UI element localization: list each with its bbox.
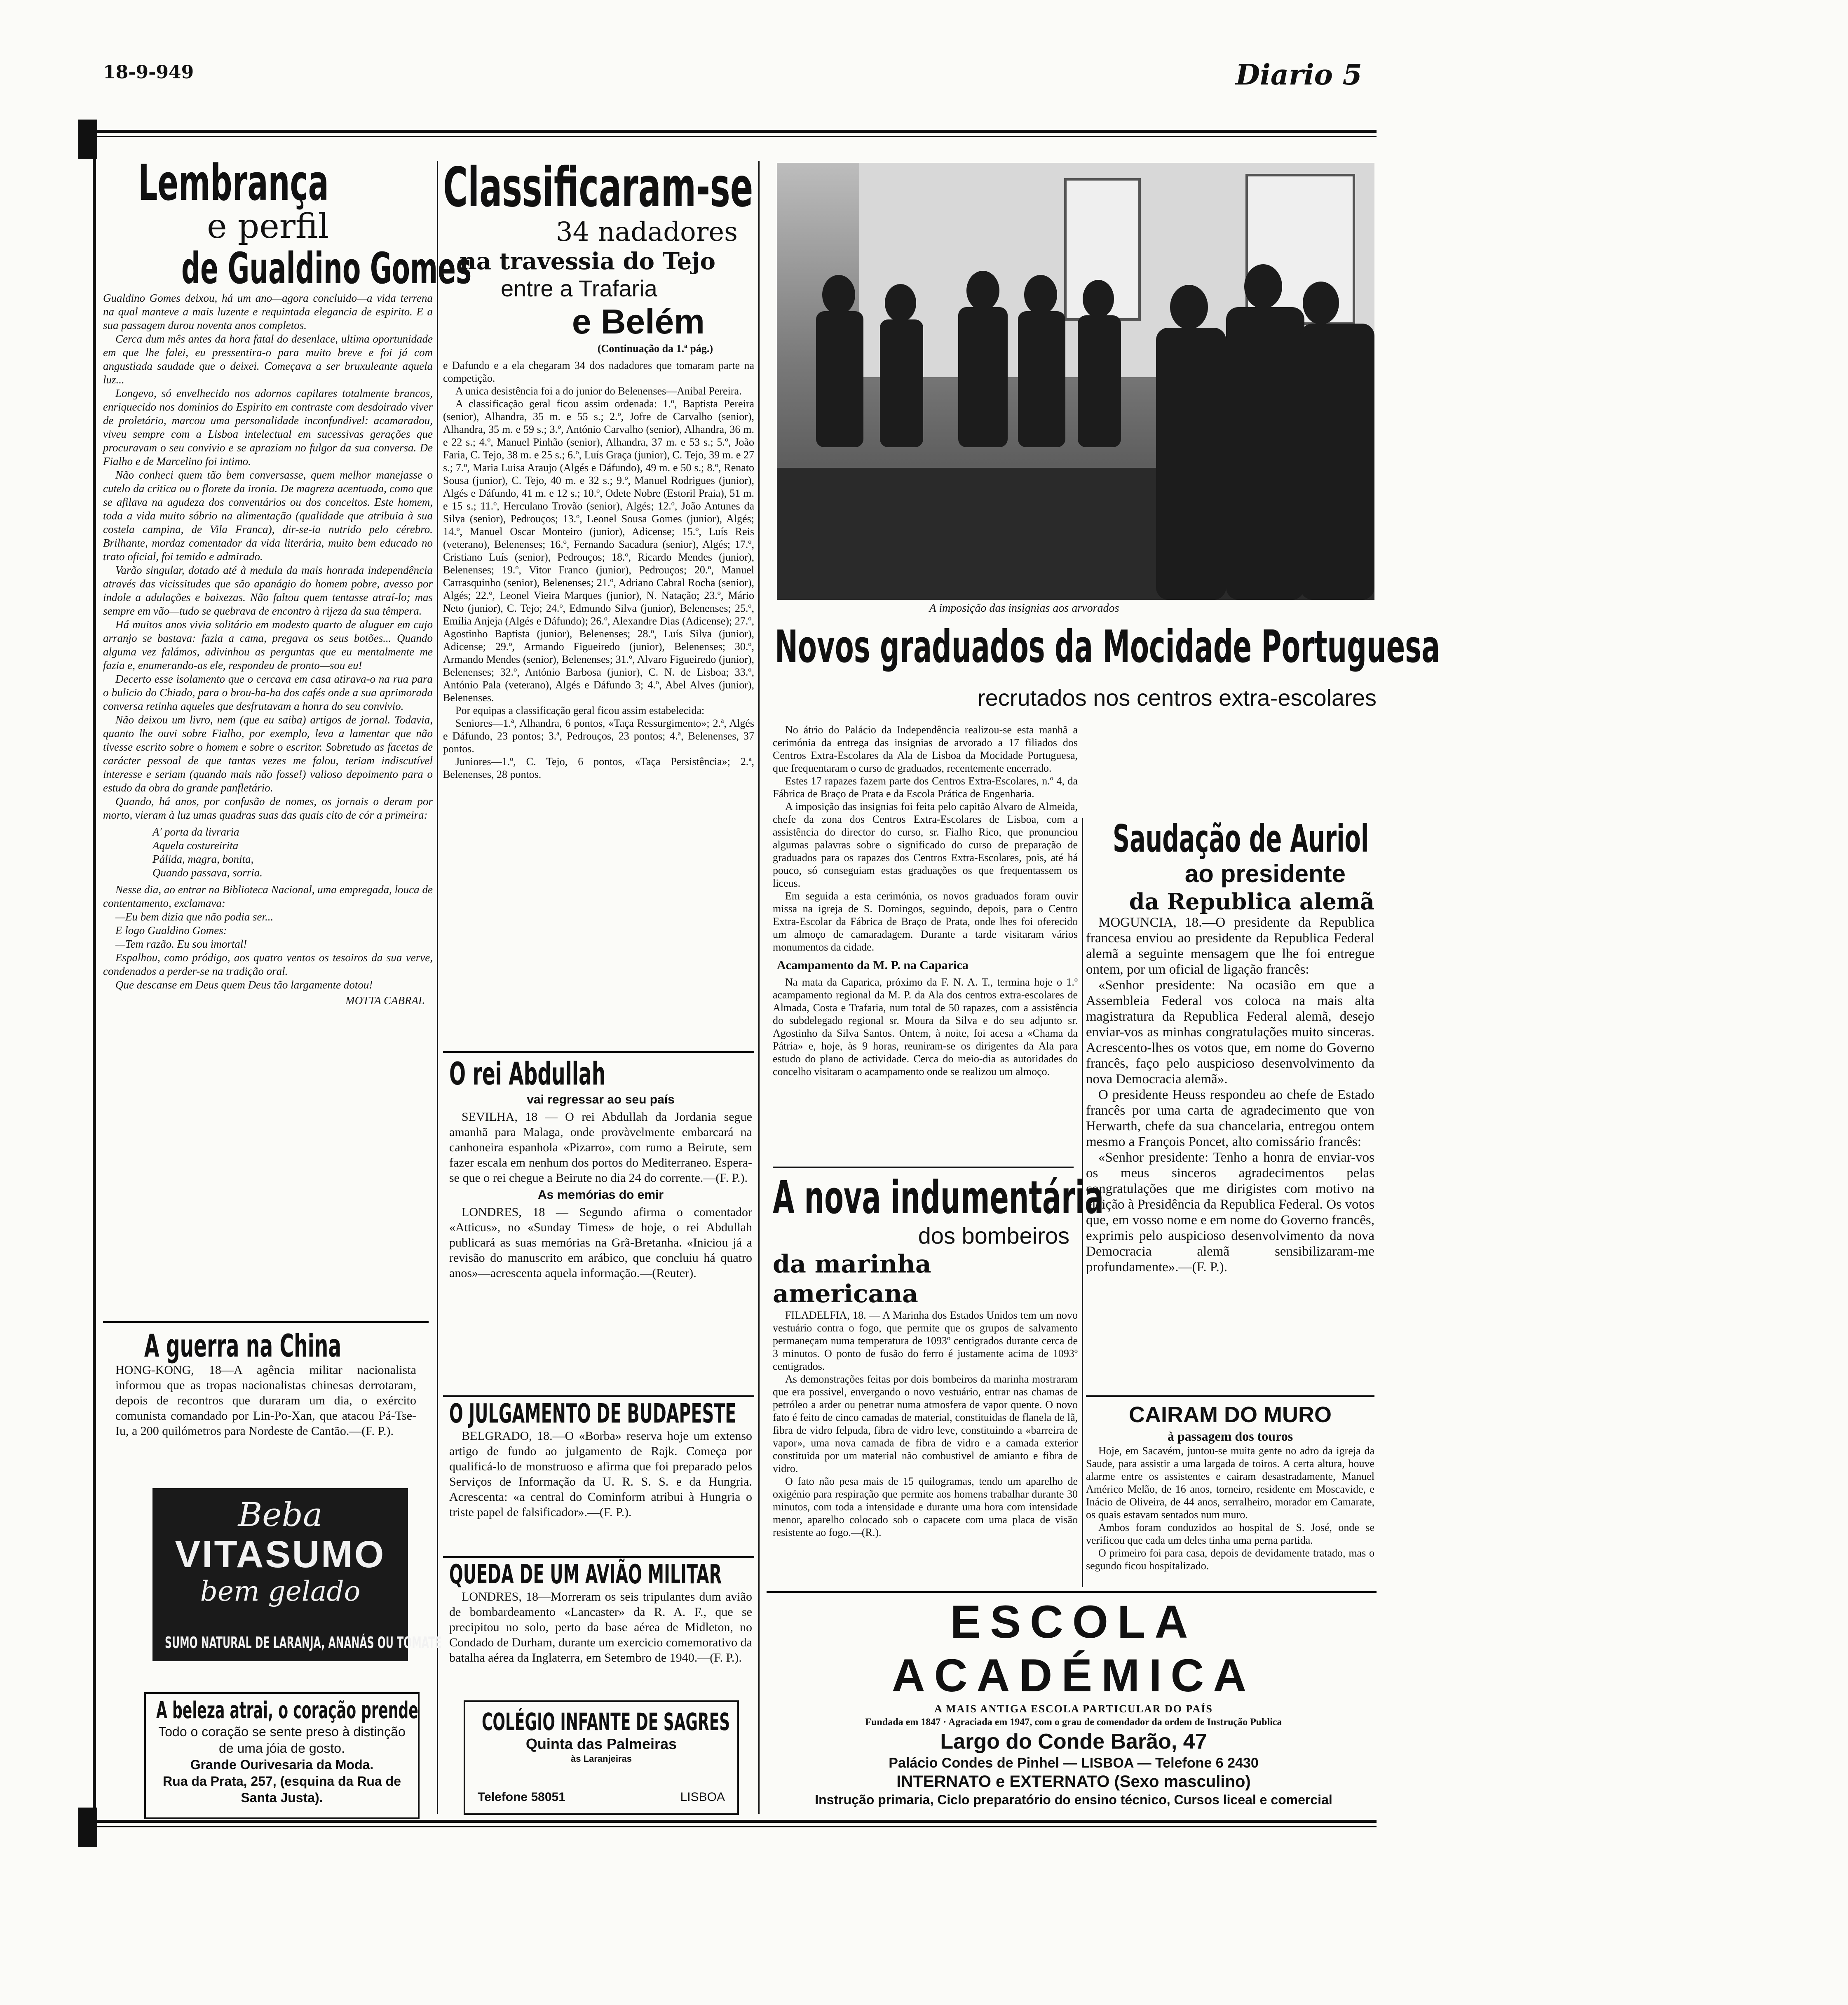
lembranca-title: Lembrança	[138, 155, 329, 212]
escola-founded: Fundada em 1847 · Agraciada em 1947, com o grau de comendador da ordem de Instrução Publica	[865, 1717, 1282, 1728]
muro-paragraph: O primeiro foi para casa, depois de devidamente tratado, mas o segundo ficou hospitalizado.	[1086, 1547, 1374, 1572]
bombeiros-paragraph: FILADELFIA, 18. — A Marinha dos Estados Unidos tem um novo vestuário contra o fogo, que permite que os grupos de salvamento permaneçam numa temperatura de 1093º centigrados durante cerca de 3 minutos. O ponto de fusão do ferro é justamente acima de 1093º centigrados.	[773, 1309, 1078, 1372]
lembranca-subtitle: e perfil	[207, 207, 329, 246]
abdullah-subhead: As memórias do emir	[537, 1188, 664, 1202]
abdullah-paragraph: SEVILHA, 18 — O rei Abdullah da Jordania segue amanhã para Malaga, onde provàvelmente embarcará na canhoneira espanhola «Pizarro», com rumo a Beirute, sem fazer escala em nenhum dos portos do Mediterraneo. Espera-se que o rei chegue a Beirute no dia 24 do corrente.—(F. P.).	[449, 1110, 752, 1185]
escola-title: ESCOLA ACADÉMICA	[891, 1596, 1256, 1701]
lembranca-paragraph: Não deixou um livro, nem (que eu saiba) artigos de jornal. Todavia, quanto lhe ouvi sobre Fialho, por exemplo, leva a lamentar que não tivesse escrito sobre o homem e sobre o escritor. Sobretudo as facetas de carácter pessoal de que tantas vezes me falou, teriam indiscutível interesse e seriam (quando mais não fosse!) valioso depoimento para o estudo da obra do grande panfletário.	[103, 714, 433, 794]
top-left-block	[78, 120, 97, 159]
aviao-body: LONDRES, 18—Morreram os seis tripulantes dum avião de bombardeamento «Lancaster» da R. A. F., que se precipitou no solo, perto da base aérea de Midleton, no Condado de Durham, durante um exercicio comemorativo da batalha aérea da Inglaterra, em Setembro de 1940.—(F. P.).	[449, 1590, 752, 1665]
sagres-title: COLÉGIO INFANTE DE SAGRES	[482, 1708, 730, 1736]
nadadores-paragraph: Juniores—1.º, C. Tejo, 6 pontos, «Taça Persistência»; 2.ª, Belenenses, 28 pontos.	[443, 756, 754, 780]
lembranca-signature: MOTTA CABRAL	[345, 994, 424, 1007]
abdullah-subtitle: vai regressar ao seu país	[527, 1093, 675, 1106]
nadadores-paragraph: Por equipas a classificação geral ficou assim estabelecida:	[455, 704, 705, 716]
nadadores-paragraph: e Dafundo e a ela chegaram 34 dos nadadores que tomaram parte na competição.	[443, 359, 754, 384]
mocidade-subtitle: recrutados nos centros extra-escolares	[978, 685, 1377, 711]
escola-boarding: INTERNATO e EXTERNATO (Sexo masculino)	[896, 1773, 1251, 1791]
mocidade-body-col1	[773, 723, 1078, 1169]
newspaper-name: Diario 5	[1236, 59, 1362, 92]
mocidade-paragraph: A imposição das insignias foi feita pelo capitão Alvaro de Almeida, chefe da zona dos Centros Extra-Escolares de Lisboa, com a assistência do director do curso, sr. Fialho Rico, que pronunciou algumas palavras sobre o significado do curso de preparação de graduados para os rapazes dos Centros Extra-Escolares, pois, até há pouco, só conseguiam estas graduações os que frequentassem os liceus.	[773, 801, 1078, 889]
lembranca-paragraph: Espalhou, como pródigo, aos quatro ventos os tesoiros da sua verve, condenados a perder-se na tradição oral.	[103, 951, 433, 977]
bottom-left-block	[78, 1808, 97, 1847]
bombeiros-paragraph: O fato não pesa mais de 15 quilogramas, tendo um aparelho de oxigénio para respiração que permite aos homens trabalhar durante 30 minutos, com toda a intensidade e durante uma hora com intensidade menor, aparelho colocado sob o capacete com uma placa de visão resistente ao fogo.—(R.).	[773, 1475, 1078, 1538]
lembranca-paragraph: Que descanse em Deus quem Deus tão largamente dotou!	[115, 979, 373, 991]
section-rule	[103, 1321, 429, 1323]
poem-line: Pálida, magra, bonita,	[152, 853, 254, 865]
page-date: 18-9-949	[103, 62, 194, 83]
china-body: HONG-KONG, 18—A agência militar nacionalista informou que as tropas nacionalistas chinesas derrotaram, depois de recontros que duraram um dia, o exército comunista comandado por Lin-Po-Xan, que atacou Pá-Tse-Iu, a 200 quilómetros para Nordeste de Cantão.—(F. P.).	[115, 1363, 416, 1438]
top-rule	[87, 130, 1377, 133]
auriol-paragraph: «Senhor presidente: Na ocasião em que a Assembleia Federal vos coloca na mais alta magistratura da Republica Federal alemã, desejo enviar-vos as minhas congratulações muito sinceras. Acrescento-lhes os votos que, em nome do Governo francês, faço pelo auspicioso desenvolvimento da nova Democracia alemã».	[1086, 978, 1374, 1087]
beleza-body: Todo o coração se sente preso à distinção de uma jóia de gosto.	[158, 1724, 406, 1756]
poem-line: A' porta da livraria	[152, 826, 239, 838]
mocidade-paragraph: No átrio do Palácio da Independência realizou-se esta manhã a cerimónia da entrega das insignias de arvorado a 17 filiados dos Centros Extra-Escolares da Ala de Lisboa da Mocidade Portuguesa, que frequentaram o curso de graduados, recentemente encerrado.	[773, 724, 1078, 774]
bombeiros-article	[773, 1171, 1104, 1585]
section-rule	[1086, 1395, 1374, 1397]
vitasumo-beba: Beba	[238, 1496, 323, 1534]
bombeiros-title: A nova indumentária	[773, 1171, 1104, 1224]
nadadores-place2: e Belém	[572, 302, 705, 341]
abdullah-title: O rei Abdullah	[449, 1055, 606, 1092]
lembranca-paragraph: Não conheci quem tão bem conversasse, quem melhor manejasse o cutelo da critica ou o florete da ironia. De magreza acentuada, como que se afilava na agudeza dos conventários ou dos conceitos. Este homem, toda a vida muito sóbrio na alimentação (qualidade que atribuia à sua costela campina, de Vila Franca), dir-se-ia nutrido pelo cérebro. Brilhante, mordaz comentador da vida literária, muito bem educado no trato oficial, foi temido e admirado.	[103, 469, 433, 563]
muro-paragraph: Ambos foram conduzidos ao hospital de S. José, onde se verificou que cada um deles tinha uma perna partida.	[1086, 1521, 1374, 1546]
china-title: A guerra na China	[144, 1327, 342, 1364]
auriol-article	[1086, 818, 1374, 1437]
mocidade-subhead: Acampamento da M. P. na Caparica	[777, 958, 969, 972]
nadadores-results: A classificação geral ficou assim ordenada: 1.º, Baptista Pereira (senior), Alhandra, 35 m. e 55 s.; 2.º, Jofre de Carvalho (senior), Alhandra, 35 m. e 59 s.; 3.º, António Carvalho (senior), Alhandra, 36 m. e 22 s.; 4.º, Manuel Pinhão (senior), Alhandra, 37 m. e 53 s.; 5.º, João Faria, C. Tejo, 38 m. e 25 s.; 6.º, Luís Graça (junior), C. Tejo, 39 m. e 27 s.; 7.º, Maria Luisa Araujo (Algés e Dáfundo), 49 m. e 50 s.; 8.º, Renato Sousa (junior), C. Tejo, 40 m. e 32 s.; 9.º, Manuel Rodrigues (junior), Algés e Dáfundo, 41 m. e 12 s.; 10.º, Odete Nobre (Estoril Praia), 51 m. e 15 s.; 11.º, Herculano Trovão (senior), Algés; 12.º, João Antunes da Silva (senior), Pedrouços; 13.º, Leonel Sousa Gomes (junior), Algés; 14.º, Manuel Oscar Monteiro (junior), Adicense; 15.º, Luís Reis (veterano), Belenenses; 16.º, Fernando Sacadura (senior), Algés; 17.º, Cristiano Luís (senior), Pedrouços; 18.º, Ricardo Mendes (junior), Belenenses; 19.º, Vitor Franco (junior), Pedrouços; 20.º, Manuel Carrasquinho (senior), Belenenses; 21.º, Adriano Cabral Rocha (senior), Algés; 22.º, Leonel Vieira Marques (junior), N. Natação; 23.º, Mário Neto (junior), C. Tejo; 24.º, Edmundo Silva (junior), Belenenses; 25.º, Emília Anjeja (Algés e Dáfundo); 26.º, Alexandre Dias (Adicense); 27.º, Agostinho Baptista (junior), Belenenses; 28.º, Luís Silva (junior), Adicense; 29.º, Armando Figueiredo (junior), Belenenses; 30.º, Armando Mendes (senior), Belenenses; 31.º, Alvaro Figueiredo (junior), Belenenses; 32.º, António Barbosa (junior), C. N. de Lisboa; 33.º, António Pala (veterano), Algés e Dáfundo 3; 4.º, Abel Alves (junior), Belenenses.	[443, 398, 754, 704]
vitasumo-ad	[152, 1488, 442, 1661]
sagres-location: às Laranjeiras	[571, 1754, 632, 1764]
vitasumo-brand: VITASUMO	[175, 1533, 386, 1575]
auriol-title: Saudação de Auriol	[1113, 817, 1369, 861]
lembranca-paragraph: Decerto esse isolamento que o cercava em casa atirava-o na rua para o bulicio do Chiado, para o brou-ha-ha dos cafés onde a sua aprimorada conversa retinha aqueles que desfrutavam a honra do seu convivio.	[103, 673, 433, 712]
muro-title: CAIRAM DO MURO	[1129, 1402, 1332, 1427]
sagres-phone: Telefone 58051	[478, 1790, 565, 1804]
nadadores-article	[443, 156, 754, 1070]
abdullah-paragraph: LONDRES, 18 — Segundo afirma o comentador «Atticus», no «Sunday Times» de hoje, o rei Abdullah publicará as suas memórias na Grã-Bretanha. «Iniciou já a revisão do manuscrito em arábico, que concluiu há quatro anos»—acrescenta aquela informação.—(Reuter).	[449, 1205, 752, 1280]
nadadores-count: 34 nadadores	[556, 217, 738, 247]
auriol-paragraph: «Senhor presidente: Tenho a honra de enviar-vos os meus sinceros agradecimentos pelas congratulações que me dirigistes com motivo na eleição à Presidência da Republica Federal. Os votos que, em vosso nome e em nome do Governo francês, exprimis pelo auspicioso desenvolvimento da nova Democracia alemã sensibilizaram-me profundamente».—(F. P.).	[1086, 1150, 1374, 1275]
escola-tagline: A MAIS ANTIGA ESCOLA PARTICULAR DO PAÍS	[934, 1703, 1213, 1715]
lembranca-title-wrap	[103, 155, 433, 212]
lembranca-paragraph: Nesse dia, ao entrar na Biblioteca Nacional, uma empregada, louca de contentamento, exclamava:	[103, 883, 433, 909]
left-margin-rule	[93, 159, 96, 1822]
lembranca-paragraph: Há muitos anos vivia solitário em modesto quarto de aluguer em cujo arranjo se bastava: fazia a cama, pregava os seus botões... Quando alguma vez falámos, adivinhou as perguntas que eu mentalmente me fazia e, enumerando-as ele, respondeu de pronto—sou eu!	[103, 618, 433, 671]
lembranca-paragraph: Cerca dum mês antes da hora fatal do desenlace, ultima oportunidade em que lhe falei, eu pressentira-o para muito breve e foi já com angustiada saudade que o deixei. Começava a ser bruxuleante aquela luz...	[103, 333, 433, 386]
bombeiros-paragraph: As demonstrações feitas por dois bombeiros da marinha mostraram que era possivel, envergando o novo vestuário, entrar nas chamas de petróleo a arder ou penetrar numa atmosfera de vapor quente. O novo fato é feito de cinco camadas de material, constituidas de flanela de lã, fibra de vidro felpuda, fibra de vidro leve, constituindo a «barreira de vapor», uma nova camada de fibra de vidro e a camada exterior constituida por um material não combustivel de amianto e fibra de vidro.	[773, 1373, 1078, 1474]
bombeiros-subtitle2: da marinha americana	[773, 1250, 931, 1308]
escola-courses: Instrução primaria, Ciclo preparatório do ensino técnico, Cursos liceal e comercial	[815, 1792, 1332, 1807]
sagres-ad	[464, 1700, 739, 1815]
mocidade-paragraph: Estes 17 rapazes fazem parte dos Centros Extra-Escolares, n.º 4, da Fábrica de Braço de Prata e da Escola Prática de Engenharia.	[773, 775, 1078, 800]
section-rule	[443, 1051, 754, 1053]
auriol-subtitle2: da Republica alemã	[1129, 888, 1374, 915]
mocidade-paragraph: Em seguida a esta cerimónia, os novos graduados foram ouvir missa na igreja de S. Domingos, seguindo, depois, para o Centro Extra-Escolar da Fábrica de Braço de Prata, onde lhes foi oferecido um almoço de camaradagem. Durante a tarde visitaram vários monumentos da cidade.	[773, 890, 1078, 953]
section-rule	[773, 1167, 1074, 1168]
bombeiros-subtitle: dos bombeiros	[918, 1223, 1069, 1249]
beleza-ad	[144, 1692, 420, 1819]
photo-caption: A imposição das insignias aos arvorados	[929, 602, 1119, 615]
auriol-subtitle: ao presidente	[1184, 860, 1346, 887]
escola-palace: Palácio Condes de Pinhel — LISBOA — Telefone 6 2430	[889, 1755, 1259, 1771]
beleza-shop: Grande Ourivesaria da Moda.	[190, 1757, 374, 1772]
sagres-city: LISBOA	[680, 1790, 725, 1804]
section-rule	[443, 1395, 754, 1397]
section-rule	[443, 1556, 754, 1558]
ceremony-photo	[777, 163, 1374, 600]
lembranca-title-name: de Gualdino Gomes	[181, 243, 472, 293]
column-divider	[437, 161, 438, 1814]
section-rule	[767, 1591, 1377, 1593]
auriol-paragraph: MOGUNCIA, 18.—O presidente da Republica francesa enviou ao presidente da Republica Federal alemã a seguinte mensagem que lhe foi entregue ontem, por um oficial de ligação francês:	[1086, 915, 1374, 977]
bottom-rule-thin	[87, 1826, 1377, 1827]
vitasumo-gelado: bem gelado	[200, 1575, 361, 1607]
lembranca-paragraph: Varão singular, dotado até à medula da mais honrada independência através das vicissitudes que são apanágio do homem pobre, avesso por indole a adulações e baixezas. Não faltou quem tentasse atraí-lo; mas sempre em vão—tudo se quebrava de encontro à rijeza da sua têmpera.	[103, 564, 433, 617]
poem-line: Aquela costureirita	[152, 839, 239, 852]
top-rule-thin	[87, 136, 1377, 137]
beleza-title: A beleza atrai, o coração prende	[156, 1697, 418, 1724]
auriol-paragraph: O presidente Heuss respondeu ao chefe de Estado francês por uma carta de agradecimento que von Herwarth, chefe da sua chancelaria, entregou ontem mesmo a François Poncet, alto comissário francês:	[1086, 1087, 1374, 1149]
vitasumo-tagline: SUMO NATURAL DE LARANJA, ANANÁS OU TOMATE	[165, 1634, 442, 1652]
nadadores-paragraph: Seniores—1.ª, Alhandra, 6 pontos, «Taça Ressurgimento»; 2.ª, Algés e Dáfundo, 23 pontos; 3.ª, Pedrouços, 23 pontos; 4.ª, Belenenses, 37 pontos.	[443, 717, 754, 755]
beleza-address: Rua da Prata, 257, (esquina da Rua de Santa Justa).	[163, 1774, 401, 1805]
lembranca-paragraph: E logo Gualdino Gomes:	[115, 924, 227, 937]
abdullah-article	[449, 1057, 752, 1395]
mocidade-title: Novos graduados da Mocidade Portuguesa	[775, 621, 1440, 673]
nadadores-paragraph: A unica desistência foi a do junior do Belenenses—Anibal Pereira.	[455, 385, 742, 397]
bottom-rule	[87, 1820, 1377, 1823]
muro-paragraph: Hoje, em Sacavém, juntou-se muita gente no adro da igreja da Saude, para assistir a uma largada de toiros. A certa altura, houve alarme entre os assistentes e cairam desastradamente, Manuel Américo Melão, de 16 anos, torneiro, residente em Moscavide, e Inácio de Oliveira, de 44 anos, serralheiro, morador em Camarate, os quais estavam sentados num muro.	[1086, 1445, 1374, 1521]
lembranca-poem	[152, 825, 433, 880]
escola-ad	[771, 1595, 1377, 1816]
aviao-title: QUEDA DE UM AVIÃO MILITAR	[449, 1559, 722, 1590]
escola-address: Largo do Conde Barão, 47	[940, 1730, 1207, 1754]
nadadores-place: entre a Trafaria	[501, 275, 657, 301]
column-divider	[758, 161, 760, 1814]
china-article	[103, 1329, 429, 1503]
muro-article	[1086, 1402, 1374, 1583]
lembranca-paragraph: Gualdino Gomes deixou, há um ano—agora concluido—a vida terrena na qual manteve a mais luzente e requintada elegancia de espirito. E a sua passagem durou noventa anos completos.	[103, 292, 433, 331]
muro-subtitle: à passagem dos touros	[1167, 1429, 1293, 1444]
budapeste-article	[449, 1399, 752, 1556]
lembranca-paragraph: —Tem razão. Eu sou imortal!	[115, 938, 247, 950]
aviao-article	[449, 1560, 752, 1696]
lembranca-article	[103, 155, 472, 1321]
poem-line: Quando passava, sorria.	[152, 866, 263, 879]
lembranca-paragraph: Longevo, só envelhecido nos adornos capilares totalmente brancos, enriquecido nos dominios do Espirito em contraste com desdoirado viver de proletário, marcou uma personalidade inconfundivel: acamaradou, viveu sempre com a Lisboa intelectual em sucessivas gerações que procuravam o seu convivio e se apraziam no fulgor da sua conversa. De Fialho e de Marcelino foi intimo.	[103, 387, 433, 467]
nadadores-subtitle: na travessia do Tejo	[460, 248, 715, 275]
nadadores-title: Classificaram-se	[443, 156, 753, 219]
sagres-quinta: Quinta das Palmeiras	[525, 1735, 677, 1752]
continuation-note: (Continuação da 1.ª pág.)	[597, 343, 713, 355]
mocidade-title-wrap	[771, 621, 1440, 673]
budapeste-title: O JULGAMENTO DE BUDAPESTE	[449, 1399, 736, 1429]
lembranca-paragraph: Quando, há anos, por confusão de nomes, os jornais o deram por morto, vieram à luz umas quadras suas das quais cito de cór a primeira:	[103, 795, 433, 821]
lembranca-paragraph: —Eu bem dizia que não podia ser...	[115, 911, 274, 923]
budapeste-body: BELGRADO, 18.—O «Borba» reserva hoje um extenso artigo de fundo ao julgamento de Rajk. Começa por qualificá-lo de monstruoso e afirma que foi preparado pelos Serviços de Informação da U. R. S. S. e da Hungria. Acrescenta: «a central do Cominform atribui à Hungria o triste papel de falsificador».—(F. P.).	[449, 1429, 752, 1519]
mocidade-paragraph: Na mata da Caparica, próximo da F. N. A. T., termina hoje o 1.º acampamento regional da M. P. da Ala dos centros extra-escolares de Almada, Costa e Trafaria, num total de 50 rapazes, com a assistência do subdelegado regional sr. Moura da Silva e do seu adjunto sr. Agostinho da Silva Santos. Ontem, à noite, foi acesa a «Chama da Pátria» e, hoje, às 9 horas, reuniram-se os dirigentes da Ala para estudo do plano de actividade. Cerca do meio-dia as autoridades do concelho visitaram o acampamento onde se realizou um almoço.	[773, 976, 1078, 1078]
